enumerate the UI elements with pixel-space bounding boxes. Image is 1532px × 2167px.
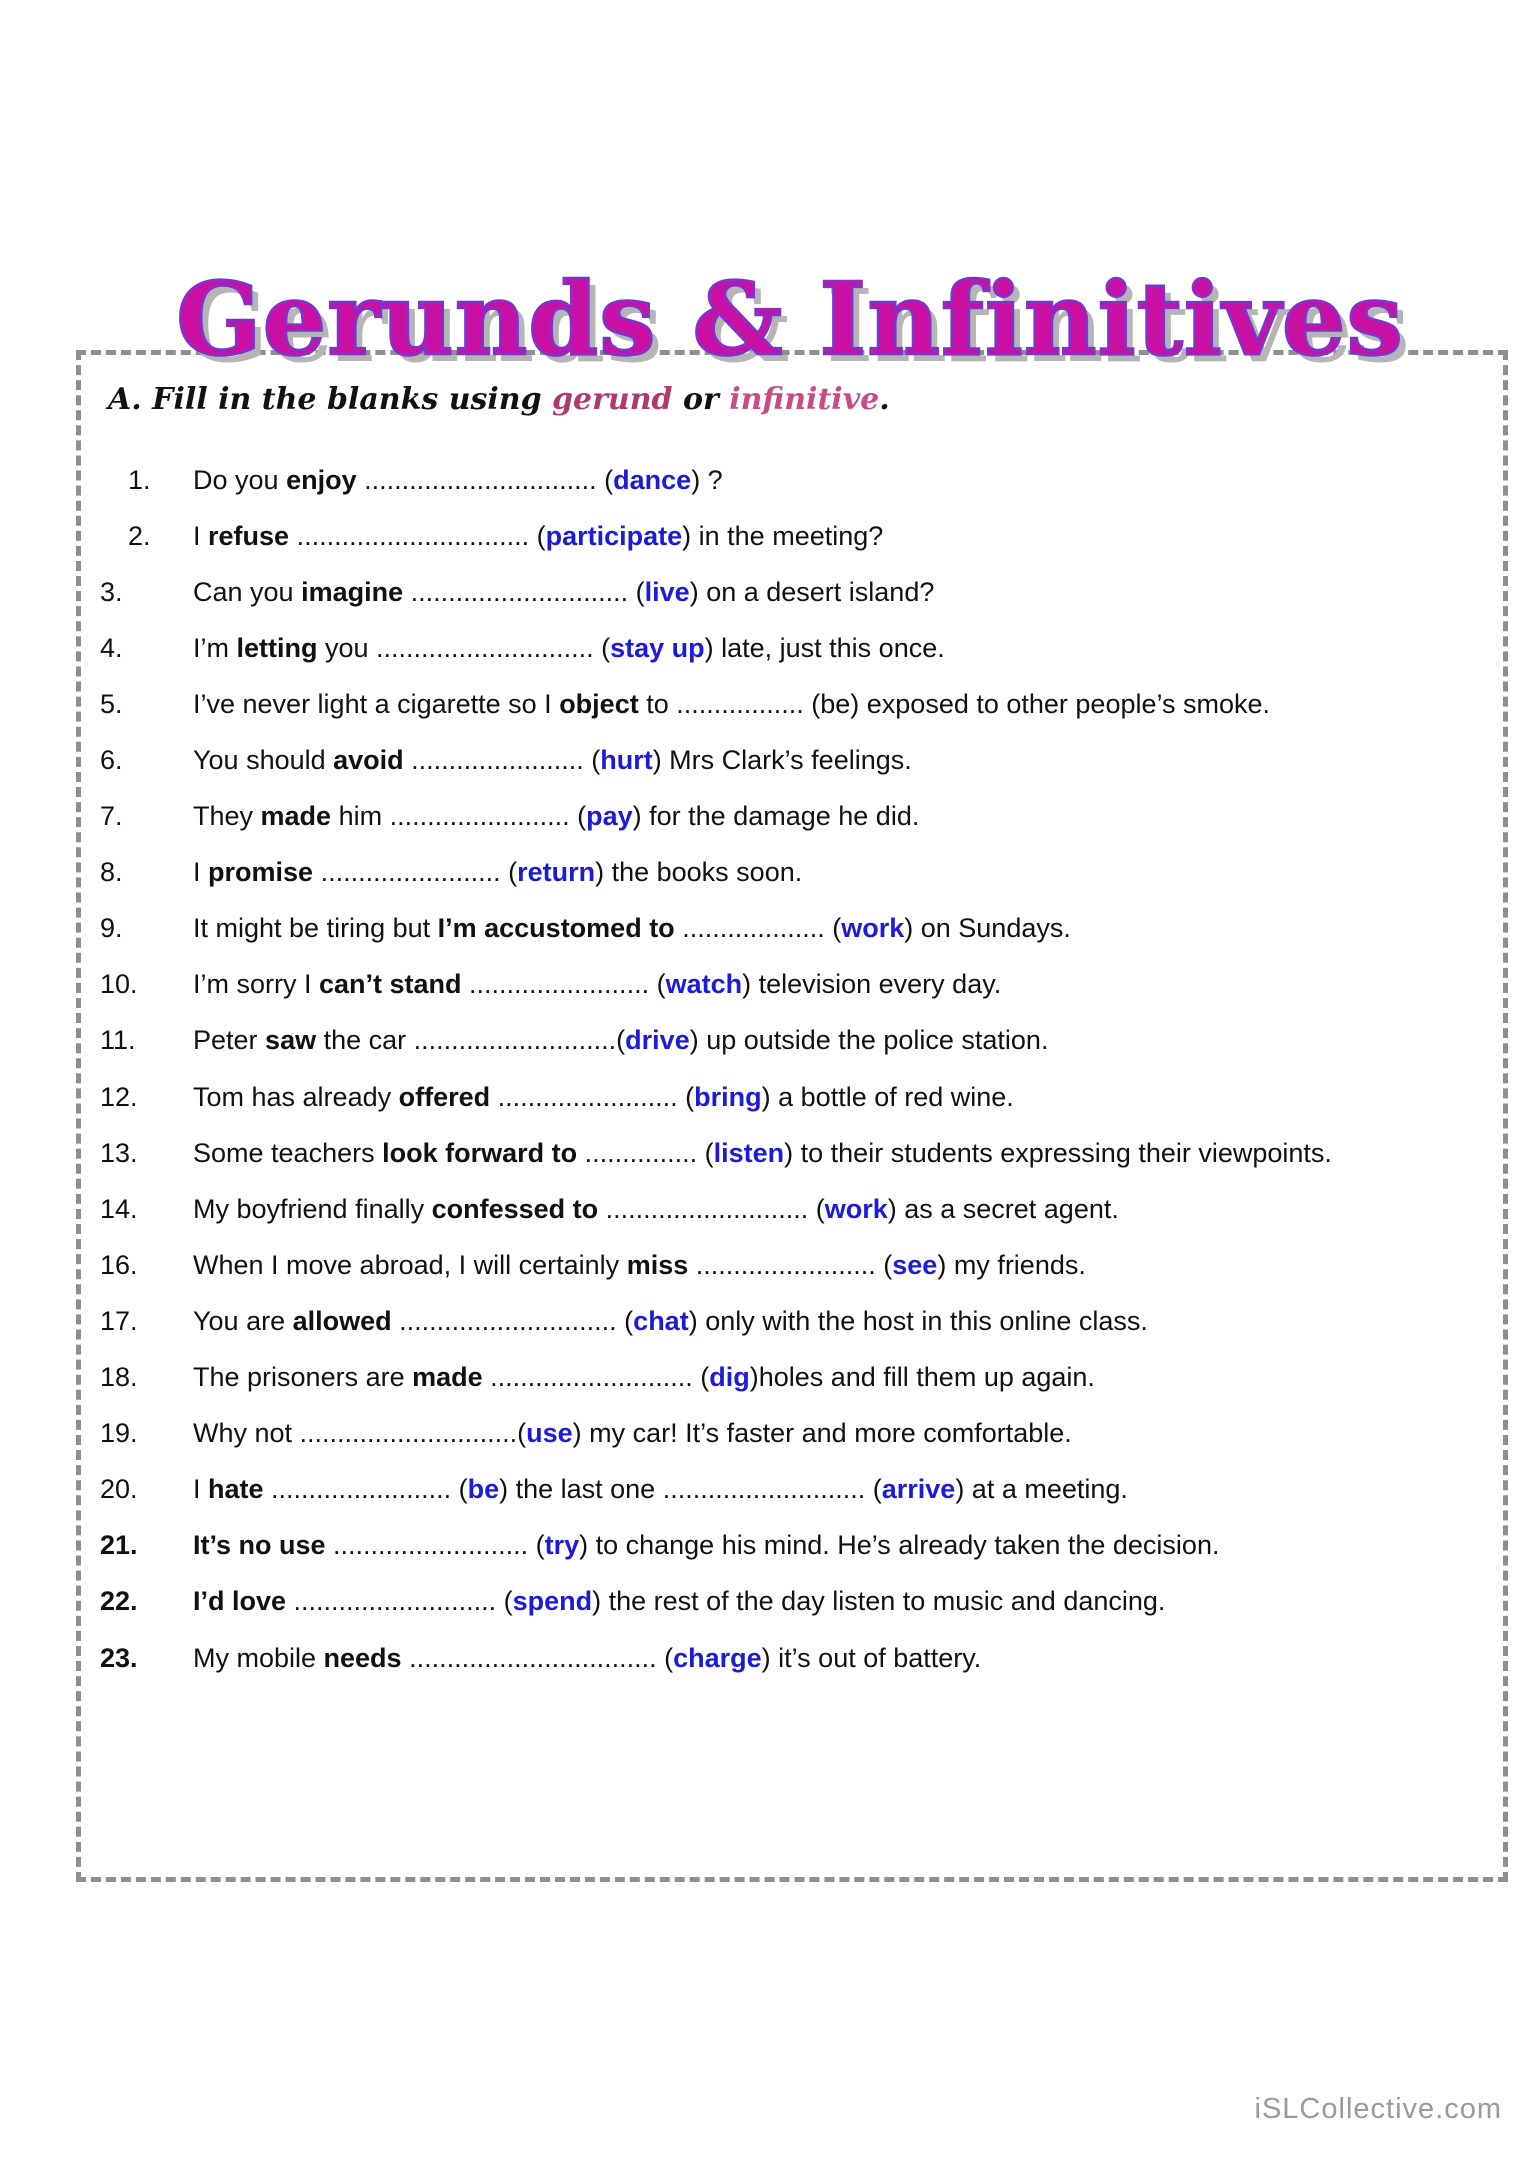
sentence-text: Some teachers [193, 1137, 383, 1168]
exercise-item [76, 845, 1532, 901]
item-text [193, 745, 912, 776]
sentence-text: ) only with the host in this online class. [688, 1305, 1148, 1336]
sentence-text: ............................. ( [391, 1305, 634, 1336]
item-number: 4. [100, 632, 123, 663]
item-number: 19. [100, 1418, 138, 1449]
item-number: 5. [100, 688, 123, 719]
item-text [193, 1025, 1048, 1056]
sentence-text: ........................ ( [263, 1474, 468, 1505]
exercise-item [76, 901, 1532, 957]
exercise-item [76, 957, 1532, 1013]
sentence-text: ................................. ( [401, 1642, 674, 1673]
sentence-text: ............... ( [577, 1137, 714, 1168]
verb-hint: try [544, 1530, 580, 1561]
gerund-word: gerund [552, 382, 673, 417]
sentence-text: the car ...........................( [316, 1025, 626, 1056]
exercise-item [76, 1462, 1532, 1518]
item-text [193, 1082, 1014, 1113]
instruction-prefix: A. Fill in the blanks using [108, 382, 553, 417]
item-text [193, 801, 919, 832]
key-verb: It’s no use [193, 1530, 326, 1561]
sentence-text: ) as a secret agent. [887, 1193, 1119, 1224]
item-number: 10. [100, 969, 138, 1000]
key-verb: made [260, 801, 332, 832]
key-verb: offered [398, 1081, 491, 1112]
item-number: 11. [100, 1025, 136, 1056]
sentence-text: ........................ ( [490, 1081, 695, 1112]
key-verb: refuse [208, 520, 290, 551]
sentence-text: ) the last one ........................... ( [499, 1474, 882, 1505]
item-text [193, 1306, 1148, 1337]
sentence-text: I [193, 520, 209, 551]
sentence-text: Can you [193, 576, 302, 607]
item-number: 16. [100, 1249, 138, 1280]
item-number: 14. [100, 1193, 138, 1224]
exercise-item [76, 676, 1532, 732]
item-text [193, 1194, 1119, 1225]
item-text [193, 521, 883, 552]
sentence-text: ) on a desert island? [689, 576, 935, 607]
verb-hint: dig [709, 1362, 750, 1393]
sentence-text: ....................... ( [403, 745, 601, 776]
item-number: 6. [100, 745, 123, 776]
exercise-item [76, 1406, 1532, 1462]
infinitive-word: infinitive [729, 382, 880, 417]
sentence-text: ) the books soon. [595, 857, 803, 888]
exercise-item [76, 1069, 1532, 1125]
sentence-text: ) ? [691, 464, 723, 495]
worksheet-title: Gerunds & Infinitives [176, 260, 1404, 378]
key-verb: I’d love [193, 1586, 287, 1617]
sentence-text: I’m sorry I [193, 969, 319, 1000]
key-verb: promise [208, 857, 314, 888]
key-verb: made [412, 1362, 483, 1393]
verb-hint: bring [694, 1081, 762, 1112]
verb-hint: work [824, 1193, 888, 1224]
sentence-text: ........................ ( [461, 969, 666, 1000]
item-number: 7. [100, 801, 123, 832]
sentence-text: I’ve never light a cigarette so I [193, 688, 560, 719]
item-text [193, 1138, 1332, 1169]
sentence-text: )holes and fill them up again. [749, 1362, 1095, 1393]
verb-hint: stay up [610, 632, 705, 663]
verb-hint: be [467, 1474, 500, 1505]
sentence-text: ) my friends. [937, 1249, 1086, 1280]
key-verb: object [559, 688, 639, 719]
key-verb: allowed [292, 1305, 392, 1336]
item-text [193, 1643, 981, 1674]
sentence-text: ) Mrs Clark’s feelings. [652, 745, 912, 776]
sentence-text: ) the rest of the day listen to music and dancing. [592, 1586, 1166, 1617]
item-number: 18. [100, 1362, 138, 1393]
sentence-text: They [193, 801, 261, 832]
exercise-item [76, 1181, 1532, 1237]
sentence-text: ........................... ( [598, 1193, 825, 1224]
verb-hint: chat [633, 1305, 689, 1336]
item-number: 2. [128, 520, 151, 551]
verb-hint: participate [545, 520, 683, 551]
sentence-text: ) at a meeting. [955, 1474, 1128, 1505]
item-number: 17. [100, 1305, 138, 1336]
sentence-text: ........................ ( [688, 1249, 893, 1280]
exercise-item [76, 1293, 1532, 1349]
key-verb: look forward to [382, 1137, 578, 1168]
exercise-item [76, 452, 1532, 508]
verb-hint: see [892, 1249, 938, 1280]
verb-hint: live [644, 576, 690, 607]
key-verb: I’m accustomed to [437, 913, 675, 944]
sentence-text: ........................... ( [286, 1586, 513, 1617]
item-number: 1. [128, 464, 151, 495]
exercise-item [76, 564, 1532, 620]
exercise-item [76, 789, 1532, 845]
exercise-item [76, 620, 1532, 676]
exercise-item [76, 1013, 1532, 1069]
item-text [193, 1250, 1086, 1281]
sentence-text: ) for the damage he did. [632, 801, 920, 832]
sentence-text: ) on Sundays. [904, 913, 1071, 944]
exercise-item [76, 732, 1532, 788]
item-text [193, 913, 1071, 944]
sentence-text: I [193, 857, 209, 888]
key-verb: hate [208, 1474, 264, 1505]
sentence-text: I [193, 1474, 209, 1505]
item-text [193, 1418, 1072, 1449]
sentence-text: ) to change his mind. He’s already taken the decision. [579, 1530, 1220, 1561]
exercise-list [76, 452, 1532, 1686]
item-number: 21. [100, 1530, 138, 1561]
exercise-item [76, 1518, 1532, 1574]
key-verb: avoid [333, 745, 404, 776]
exercise-item [76, 1125, 1532, 1181]
sentence-text: ) a bottle of red wine. [761, 1081, 1014, 1112]
sentence-text: ................... ( [674, 913, 842, 944]
sentence-text: You should [193, 745, 334, 776]
exercise-item [76, 508, 1532, 564]
sentence-text: .......................... ( [325, 1530, 545, 1561]
item-text [193, 857, 802, 888]
item-text [193, 633, 945, 664]
sentence-text: Do you [193, 464, 287, 495]
item-text [193, 1530, 1219, 1561]
verb-hint: work [841, 913, 905, 944]
item-number: 23. [100, 1642, 138, 1673]
instruction-mid: or [672, 382, 730, 417]
sentence-text: My boyfriend finally [193, 1193, 432, 1224]
item-number: 12. [100, 1081, 138, 1112]
key-verb: confessed to [431, 1193, 599, 1224]
sentence-text: ) late, just this once. [704, 632, 945, 663]
sentence-text: ) to their students expressing their viewpoints. [784, 1137, 1332, 1168]
sentence-text: ) it’s out of battery. [761, 1642, 982, 1673]
sentence-text: Why not .............................( [193, 1418, 527, 1449]
sentence-text: You are [193, 1305, 293, 1336]
sentence-text: ........................ ( [313, 857, 518, 888]
verb-hint: charge [673, 1642, 762, 1673]
sentence-text: When I move abroad, I will certainly [193, 1249, 627, 1280]
item-text [193, 689, 1270, 720]
verb-hint: watch [665, 969, 743, 1000]
sentence-text: him ........................ ( [331, 801, 587, 832]
item-text [193, 1474, 1128, 1505]
sentence-text: My mobile [193, 1642, 324, 1673]
item-number: 3. [100, 576, 123, 607]
key-verb: miss [626, 1249, 689, 1280]
item-number: 13. [100, 1137, 138, 1168]
item-number: 9. [100, 913, 123, 944]
item-text [193, 465, 723, 496]
key-verb: needs [323, 1642, 402, 1673]
item-number: 22. [100, 1586, 138, 1617]
sentence-text: ............................... ( [289, 520, 546, 551]
sentence-text: ............................... ( [356, 464, 614, 495]
exercise-item [76, 1237, 1532, 1293]
item-number: 20. [100, 1474, 138, 1505]
sentence-text: It might be tiring but [193, 913, 438, 944]
exercise-item [76, 1350, 1532, 1406]
key-verb: letting [236, 632, 318, 663]
verb-hint: pay [586, 801, 633, 832]
instruction-suffix: . [879, 382, 890, 417]
sentence-text: to ................. (be) exposed to other people’s smoke. [638, 688, 1271, 719]
sentence-text: ) up outside the police station. [689, 1025, 1049, 1056]
verb-hint: listen [713, 1137, 785, 1168]
sentence-text: ) my car! It’s faster and more comfortable. [572, 1418, 1072, 1449]
item-number: 8. [100, 857, 123, 888]
verb-hint: drive [625, 1025, 690, 1056]
item-text [193, 1362, 1095, 1393]
verb-hint: use [526, 1418, 573, 1449]
key-verb: saw [265, 1025, 317, 1056]
item-text [193, 1586, 1165, 1617]
sentence-text: ) in the meeting? [682, 520, 884, 551]
sentence-text: ............................. ( [403, 576, 645, 607]
key-verb: imagine [301, 576, 404, 607]
instruction-line [108, 382, 890, 417]
sentence-text: Tom has already [193, 1081, 399, 1112]
verb-hint: return [517, 857, 596, 888]
item-text [193, 969, 1001, 1000]
item-text [193, 577, 934, 608]
sentence-text: you ............................. ( [317, 632, 611, 663]
sentence-text: ........................... ( [482, 1362, 710, 1393]
verb-hint: dance [613, 464, 692, 495]
verb-hint: spend [512, 1586, 593, 1617]
watermark: iSLCollective.com [1254, 2093, 1502, 2125]
sentence-text: The prisoners are [193, 1362, 413, 1393]
verb-hint: hurt [600, 745, 653, 776]
exercise-item [76, 1574, 1532, 1630]
key-verb: enjoy [286, 464, 357, 495]
sentence-text: Peter [193, 1025, 266, 1056]
verb-hint: arrive [881, 1474, 956, 1505]
exercise-item [76, 1630, 1532, 1686]
sentence-text: ) television every day. [742, 969, 1002, 1000]
sentence-text: I’m [193, 632, 237, 663]
key-verb: can’t stand [319, 969, 462, 1000]
